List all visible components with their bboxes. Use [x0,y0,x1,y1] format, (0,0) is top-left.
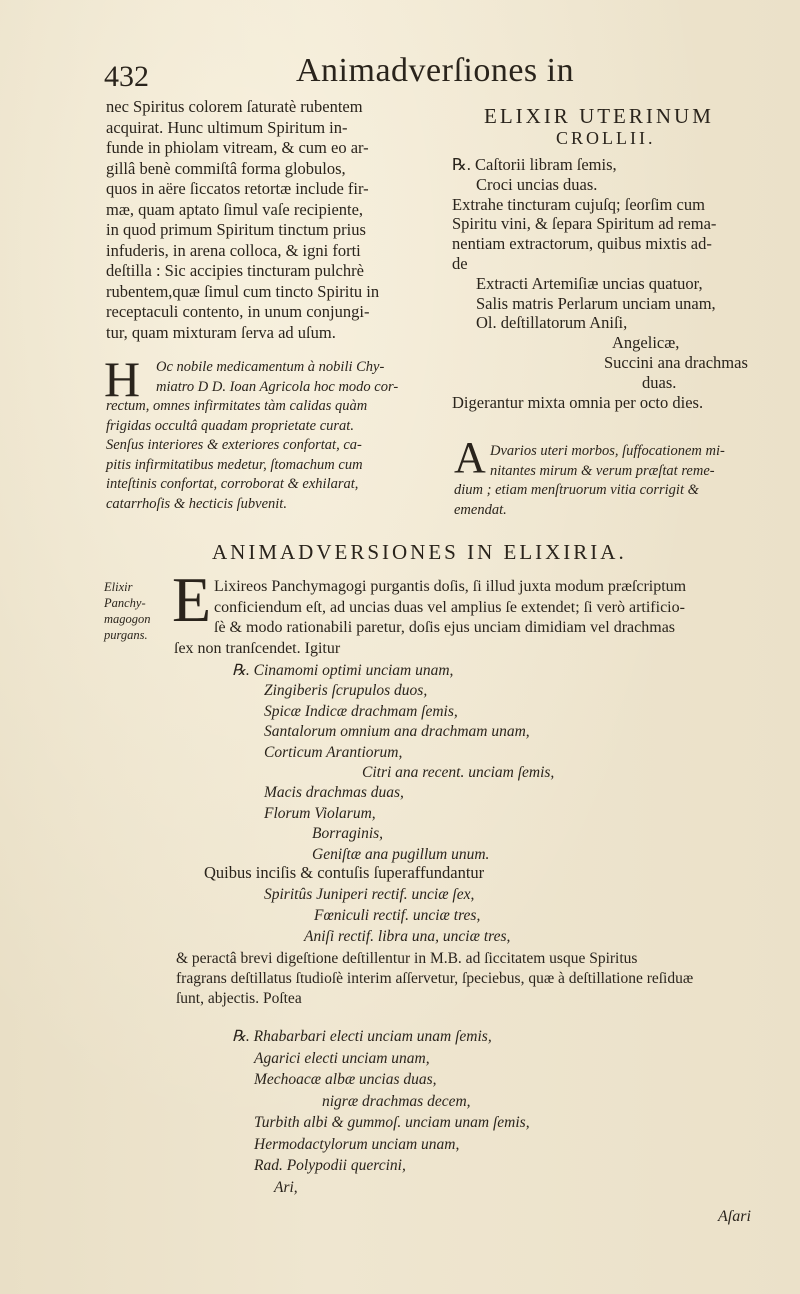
text-line: nec Spiritus colorem ſaturatè rubentem [106,97,363,116]
closing-line: fragrans deſtillatus ſtudioſè interim aſſervetur, ſpeciebus, quæ à deſtillatione reſiduæ [176,970,694,987]
recipe-line: Geniſtæ ana pugillum unum. [312,845,490,863]
intro-line: conficiendum eſt, ad uncias duas vel amplius ſe extendet; ſi verò artificio- [214,598,685,616]
note-line: miatro D D. Ioan Agricola hoc modo cor- [156,378,399,395]
text-line: Angelicæ, [612,333,680,353]
text-line: de [452,254,468,273]
note-line: inteſtinis confortat, corroborat & exhilarat, [106,476,359,492]
note-line: Senſus interiores & exteriores confortat, ca- [106,437,362,453]
elixir-uterinum-title: ELIXIR UTERINUM [484,104,714,128]
text-line: deſtilla : Sic accipies tincturam pulchrè [106,261,364,280]
recipe-line: Florum Violarum, [264,804,376,822]
note-line: catarrhoſis & hecticis ſubvenit. [106,495,287,512]
note-line: frigidas occultâ quadam proprietate curat. [106,417,354,434]
recipe-line: Spiritûs Juniperi rectif. unciæ ſex, [264,886,475,903]
text-line: ℞. Caſtorii libram ſemis, [452,155,617,174]
recipe-line: Fœniculi rectif. unciæ tres, [314,907,481,924]
text-line: Extrahe tincturam cujuſq; ſeorſim cum [452,194,705,214]
text-line: Digerantur mixta omnia per octo dies. [452,392,704,412]
text-line: tur, quam mixturam ſerva ad uſum. [106,322,336,342]
intro-line: ſè & modo rationabili paretur, doſis ejus unciam dimidiam vel drachmas [214,619,676,636]
catchword: Aſari [718,1208,751,1225]
text-line: quos in aëre ſiccatos retortæ include fir- [106,179,369,198]
recipe-line: Borraginis, [312,825,384,843]
crollii-title: CROLLII. [556,128,656,148]
recipe-line: Agarici electi unciam unam, [254,1049,430,1067]
text-line: Spiritu vini, & ſepara Spiritum ad rema- [452,214,717,234]
text-line: mæ, quam aptato ſimul vaſe recipiente, [106,199,364,219]
text-line: receptaculi contento, in unum conjungi- [106,302,370,321]
recipe-line: Macis drachmas duas, [264,784,404,802]
intro-line: ſex non tranſcendet. Igitur [174,639,341,657]
recipe-line: Aniſi rectif. libra una, unciæ tres, [304,928,511,945]
note-dropcap-a: A [454,433,486,482]
running-title: Animadverſiones in [296,52,575,89]
recipe-line: Turbith albi & gummoſ. unciam unam ſemis, [254,1114,530,1131]
recipe-line: Hermodactylorum unciam unam, [254,1135,460,1153]
recipe-line: Spicæ Indicæ drachmam ſemis, [264,702,458,720]
text-line: Succini ana drachmas [604,353,748,372]
text-line: Salis matris Perlarum unciam unam, [476,293,716,313]
recipe-line: ℞. Cinamomi optimi unciam unam, [232,662,454,679]
closing-line: & peractâ brevi digeſtione deſtillentur in M.B. ad ſiccitatem usque Spiritus [176,950,638,967]
mid-line: Quibus inciſis & contuſis ſuperaffundantur [204,863,485,882]
note-line: pitis infirmitatibus medetur, ſtomachum cum [106,456,363,473]
recipe-line: nigræ drachmas decem, [322,1092,471,1110]
margin-note-line: magogon [104,612,151,626]
text-line: Extracti Artemiſiæ uncias quatuor, [476,273,703,293]
recipe-line: Citri ana recent. unciam ſemis, [362,764,555,781]
section-heading: ANIMADVERSIONES IN ELIXIRIA. [212,540,627,564]
closing-line: ſunt, abjectis. Poſtea [176,990,302,1007]
recipe-line: Mechoacæ albæ uncias duas, [254,1071,437,1088]
margin-note-line: Elixir [104,580,133,594]
recipe-line: Corticum Arantiorum, [264,743,403,761]
note-line: rectum, omnes infirmitates tàm calidas quàm [106,398,368,414]
recipe-line: Zingiberis ſcrupulos duos, [264,682,428,700]
recipe-line: Ari, [274,1178,298,1196]
intro-line: Lixireos Panchymagogi purgantis doſis, ſi illud juxta modum præſcriptum [214,578,687,595]
text-line: gillâ benè commiſtâ forma globulos, [106,158,346,178]
note-line: Oc nobile medicamentum à nobili Chy- [156,359,385,375]
text-line: nentiam extractorum, quibus mixtis ad- [452,234,712,254]
page-number: 432 [104,60,149,93]
note-line: nitantes mirum & verum præſtat reme- [490,462,715,479]
section-dropcap-e: E [172,564,212,635]
note-line: dium ; etiam menſtruorum vitia corrigit & [454,482,699,498]
text-line: duas. [642,372,677,392]
margin-note-line: purgans. [104,628,148,642]
recipe-line: ℞. Rhabarbari electi unciam unam ſemis, [232,1028,492,1045]
text-line: infuderis, in arena colloca, & igni forti [106,240,361,260]
note-line: Dvarios uteri morbos, ſuffocationem mi- [490,443,725,459]
recipe-line: Santalorum omnium ana drachmam unam, [264,723,530,741]
margin-note-line: Panchy- [104,596,146,610]
text-line: in quod primum Spiritum tinctum prius [106,220,366,239]
text-line: Ol. deſtillatorum Aniſi, [476,313,628,333]
text-line: Croci uncias duas. [476,174,598,194]
note-line: emendat. [454,501,507,518]
text-line: acquirat. Hunc ultimum Spiritum in- [106,117,348,137]
note-dropcap-h: H [104,351,141,407]
recipe-line: Rad. Polypodii quercini, [254,1157,406,1174]
text-line: rubentem,quæ ſimul cum tincto Spiritu in [106,281,380,301]
text-line: funde in phiolam vitream, & cum eo ar- [106,138,369,157]
